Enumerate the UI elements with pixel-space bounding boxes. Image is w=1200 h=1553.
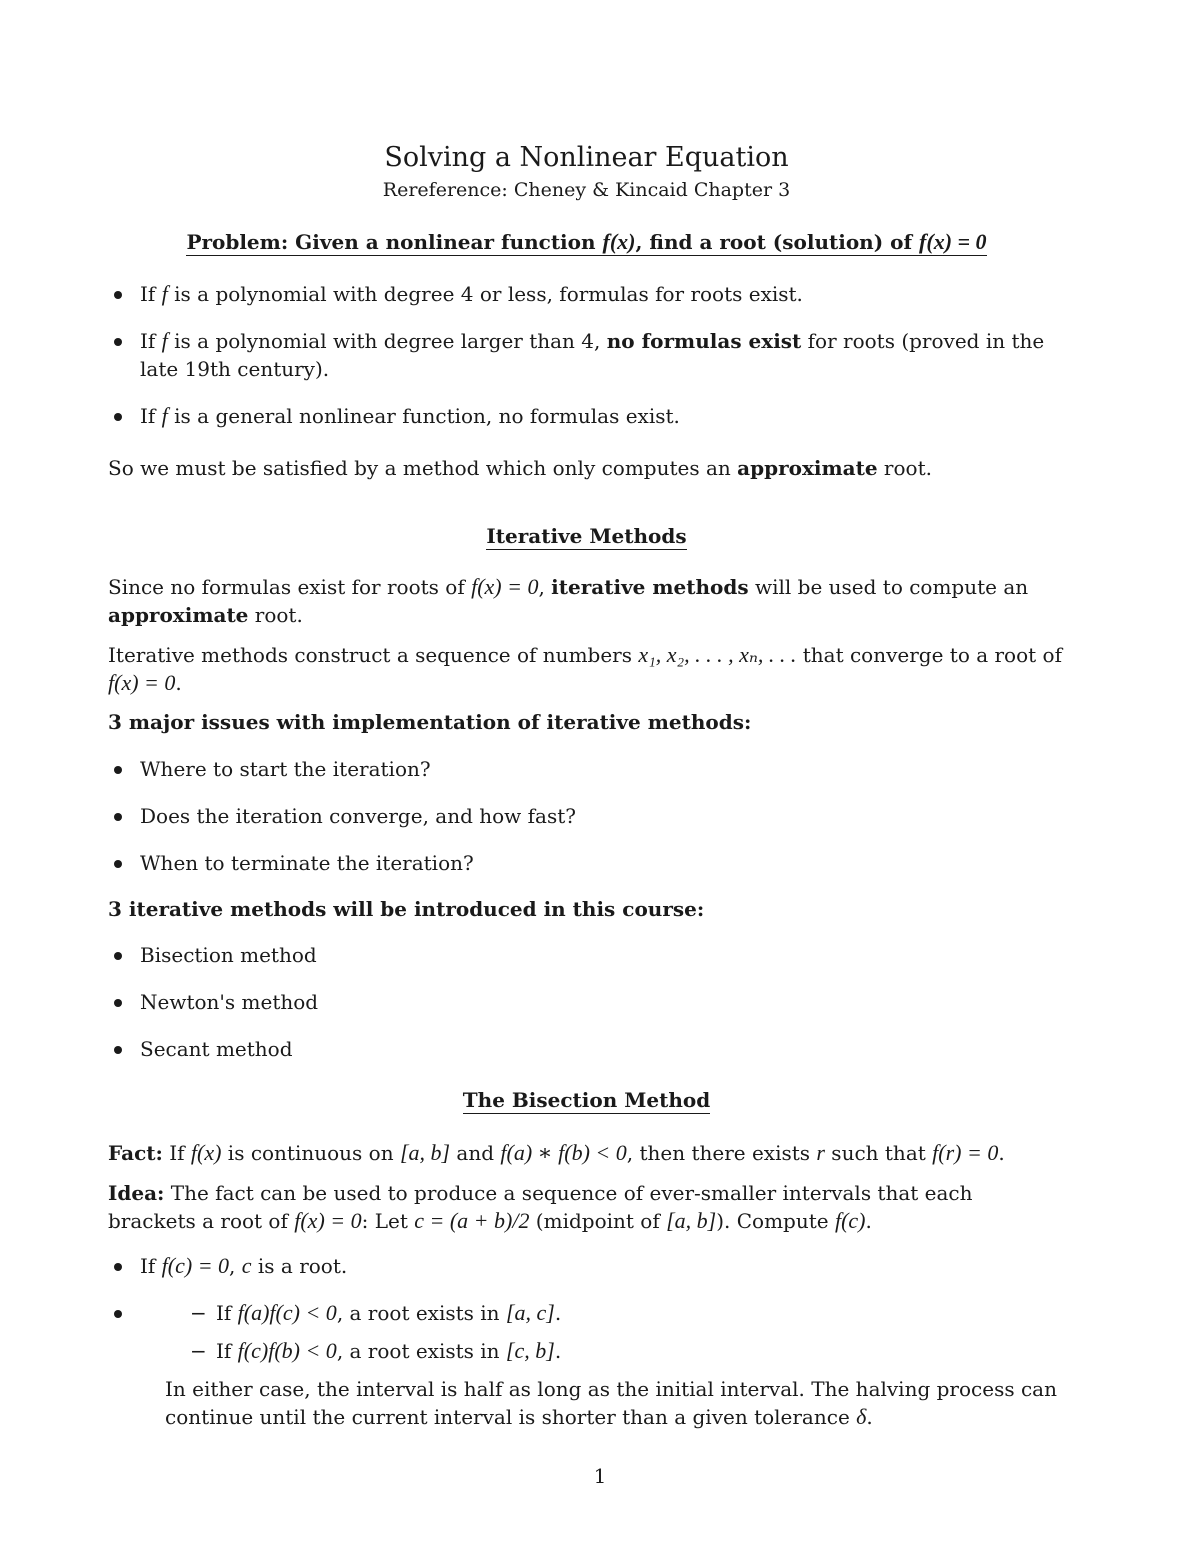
bullet-icon: [114, 999, 122, 1007]
paragraph: So we must be satisfied by a method which only computes an approximate root.: [108, 456, 932, 480]
section-heading: Iterative Methods: [486, 524, 687, 548]
bullet-icon: [114, 813, 122, 821]
paragraph: Since no formulas exist for roots of f(x) = 0, iterative methods will be used to compute an approximate root.: [108, 574, 1029, 627]
page-subtitle: Rereference: Cheney & Kincaid Chapter 3: [382, 179, 791, 201]
list-item: Where to start the iteration?: [140, 755, 1065, 783]
paragraph: Idea: The fact can be used to produce a sequence of ever-smaller intervals that each brackets a root of f(x) = 0: Let c = (a + b)/2 (midpoint of [a, b]). Compute f(c).: [108, 1181, 973, 1233]
bullet-icon: [114, 291, 122, 299]
bullet-icon: [114, 413, 122, 421]
paragraph: Iterative methods construct a sequence of numbers x₁, x₂, . . . , xₙ, . . . that converge to a root of f(x) = 0.: [108, 642, 1062, 695]
bullet-icon: [114, 766, 122, 774]
list-item: If f(c) = 0, c is a root.: [140, 1252, 1065, 1280]
bullet-icon: [114, 1310, 122, 1318]
section-heading: The Bisection Method: [462, 1088, 711, 1112]
page-title: Solving a Nonlinear Equation: [384, 142, 789, 173]
bullet-icon: [114, 952, 122, 960]
list-item: Secant method: [140, 1035, 1065, 1063]
paragraph: In either case, the interval is half as long as the initial interval. The halving process can continue until the current interval is shorter than a given tolerance δ.: [165, 1377, 1057, 1429]
list-item: If f is a general nonlinear function, no formulas exist.: [140, 402, 1065, 430]
sub-list-item: − If f(c)f(b) < 0, a root exists in [c, b].: [190, 1338, 562, 1363]
page-number: 1: [593, 1464, 607, 1488]
subheading: 3 iterative methods will be introduced in this course:: [108, 897, 705, 921]
problem-statement: Problem: Given a nonlinear function f(x), find a root (solution) of f(x) = 0: [186, 229, 987, 254]
list-item: When to terminate the iteration?: [140, 849, 1065, 877]
list-item: If f is a polynomial with degree 4 or less, formulas for roots exist.: [140, 280, 1065, 308]
sub-list-item: − If f(a)f(c) < 0, a root exists in [a, c].: [190, 1300, 562, 1325]
bullet-icon: [114, 1046, 122, 1054]
subheading: 3 major issues with implementation of iterative methods:: [108, 710, 752, 734]
bullet-icon: [114, 338, 122, 346]
list-item: Newton's method: [140, 988, 1065, 1016]
list-item: If f is a polynomial with degree larger than 4, no formulas exist for roots (proved in the late 19th century).: [140, 327, 1065, 383]
list-item: Bisection method: [140, 941, 1065, 969]
bullet-icon: [114, 860, 122, 868]
paragraph: Fact: If f(x) is continuous on [a, b] and f(a) ∗ f(b) < 0, then there exists r such that f(r) = 0.: [108, 1140, 1005, 1165]
list-item: Does the iteration converge, and how fast?: [140, 802, 1065, 830]
bullet-icon: [114, 1263, 122, 1271]
